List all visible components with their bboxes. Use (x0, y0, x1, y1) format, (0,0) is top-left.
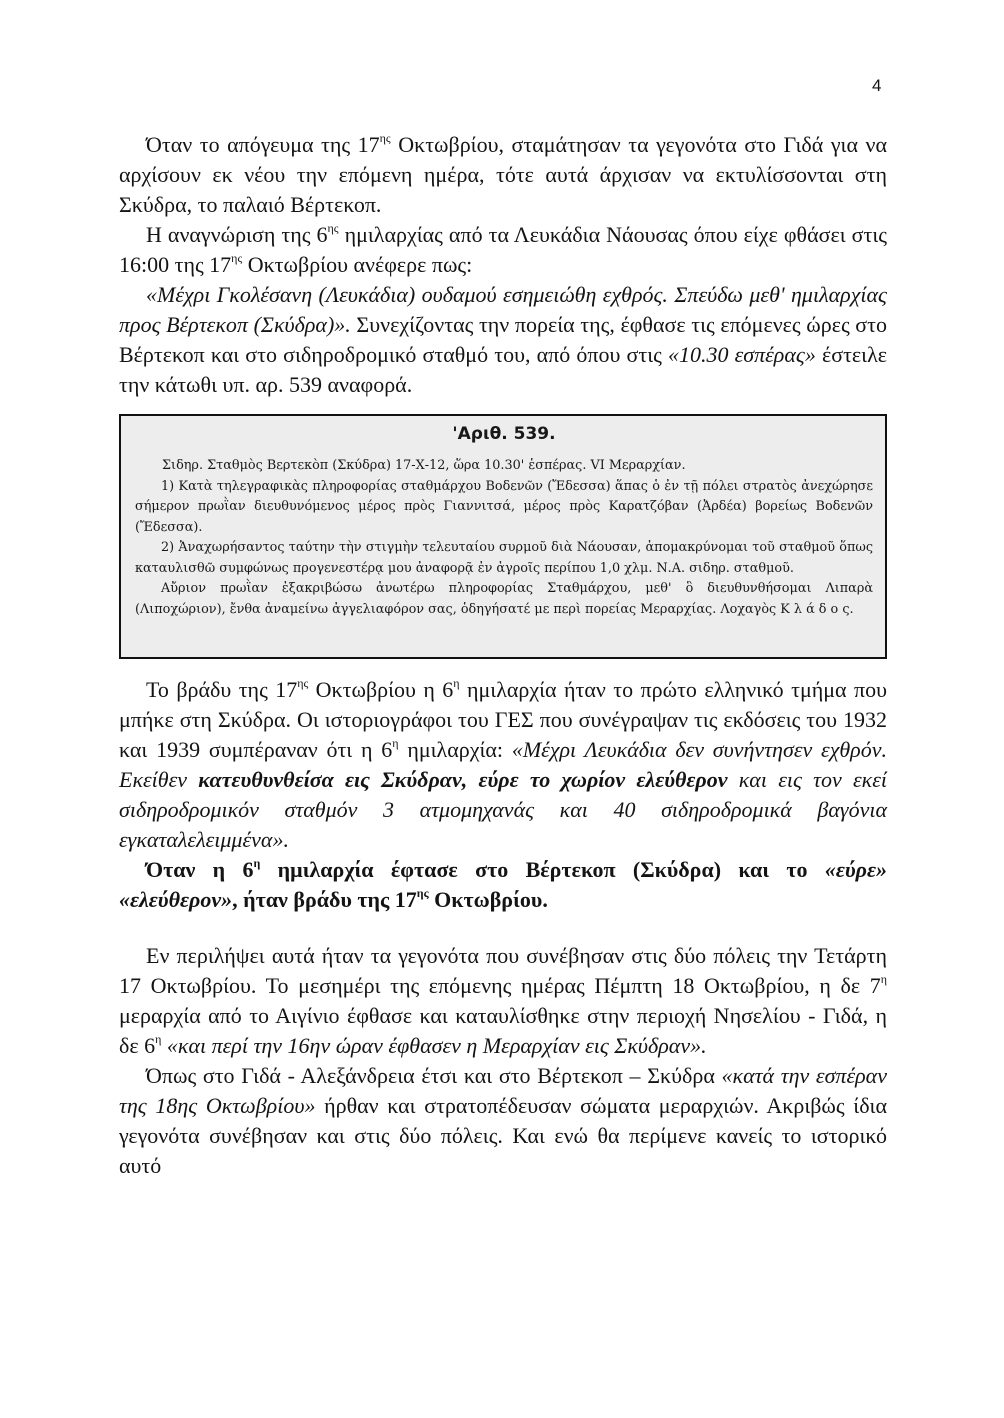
paragraph-3: «Μέχρι Γκολέσανη (Λευκάδια) ουδαμού εσημειώθη εχθρός. Σπεύδω μεθ' ημιλαρχίας προς Βέρτεκοπ (Σκύδρα)». Συνεχίζοντας την πορεία της, έφθασε τις επόμενες ώρες στο Βέρτεκοπ και στο σιδηροδρομικό σταθμό του, από όπου στις «10.30 εσπέρας» έστειλε την κάτωθι υπ. αρ. 539 αναφορά. (119, 282, 887, 397)
paragraph-2: Η αναγνώριση της $6^{\eta\varsigma}$ ημιλαρχίας από τα Λευκάδια Νάουσας όπου είχε φθάσει στις 16:00 της $17^{\eta\varsigma}$ Οκτωβρίου ανέφερε πως: (119, 221, 888, 277)
excerpt-title: 'Αριθ. 539. (452, 424, 556, 444)
excerpt-line-1: Σιδηρ. Σταθμὸς Βερτεκὸπ (Σκύδρα) 17-Χ-12, ὥρα 10.30' ἑσπέρας. VI Μεραρχίαν. (162, 458, 686, 473)
page-number: 4 (872, 76, 882, 95)
paragraph-7: Όπως στο Γιδά - Αλεξάνδρεια έτσι και στο Βέρτεκοπ – Σκύδρα «κατά την εσπέραν της 18ης Οκτωβρίου» ήρθαν και στρατοπέδευσαν σώματα μεραρχιών. Ακριβώς ίδια γεγονότα συνέβησαν και στις δύο πόλεις. Και ενώ θα περίμενε κανείς το ιστορικό αυτό (119, 1063, 888, 1178)
excerpt-paragraph-1: 1) Κατὰ τηλεγραφικὰς πληροφορίας σταθμάρχου Βοδενῶν (Ἔδεσσα) ἅπας ὁ ἐν τῇ πόλει στρατὸς ἀνεχώρησε σήμερον πρωῒαν διευθυνόμενος μέρος πρὸς Γιαννιτσά, μέρος πρὸς Καρατζόβαν (Ἀρδέα) βορείως Βοδενῶν (Ἔδεσσα). (135, 478, 873, 535)
excerpt-paragraph-2: 2) Ἀναχωρήσαντος ταύτην τὴν στιγμὴν τελευταίου συρμοῦ διὰ Νάουσαν, ἀπομακρύνομαι τοῦ σταθμοῦ ὅπως καταυλισθῶ συμφώνως προγενεστέρᾳ μου ἀναφορᾷ ἐν ἀγροῖς περίπου 1,0 χλμ. Ν.Α. σιδηρ. σταθμοῦ. (135, 540, 873, 576)
paragraph-1: Όταν το απόγευμα της $17^{\eta\varsigma}$ Οκτωβρίου, σταμάτησαν τα γεγονότα στο Γιδά για να αρχίσουν εκ νέου την επόμενη ημέρα, τότε αυτά άρχισαν να εκτυλίσσονται στη Σκύδρα, το παλαιό Βέρτεκοπ. (119, 131, 887, 217)
archival-report-excerpt (119, 414, 887, 659)
paragraph-5: Όταν η $6^\eta$ ημιλαρχία έφτασε στο Βέρτεκοπ (Σκύδρα) και το «εύρε» «ελεύθερον», ήταν βράδυ της $17^{\eta\varsigma}$ Οκτωβρίου. (119, 856, 888, 912)
paragraph-4: Το βράδυ της $17^{\eta\varsigma}$ Οκτωβρίου η $6^\eta$ ημιλαρχία ήταν το πρώτο ελληνικό τμήμα που μπήκε στη Σκύδρα. Οι ιστοριογράφοι του ΓΕΣ που συνέγραψαν τις εκδόσεις του 1932 και 1939 συμπέραναν ότι η $6^\eta$ ημιλαρχία: «Μέχρι Λευκάδια δεν συνήντησεν εχθρόν. Εκείθεν κατευθυνθείσα εις Σκύδραν, εύρε το χωρίον ελεύθερον και εις τον εκεί σιδηροδρομικόν σταθμόν 3 ατμομηχανάς και 40 σιδηροδρομικά βαγόνια εγκαταλελειμμένα». (119, 676, 888, 852)
document-body (119, 130, 887, 1181)
paragraph-gap (119, 915, 887, 941)
paragraph-6: Εν περιλήψει αυτά ήταν τα γεγονότα που συνέβησαν στις δύο πόλεις την Τετάρτη 17 Οκτωβρίου. Το μεσημέρι της επόμενης ημέρας Πέμπτη 18 Οκτωβρίου, η δε $7^\eta$ μεραρχία από το Αιγίνιο έφθασε και καταυλίσθηκε στην περιοχή Νησελίου - Γιδά, η δε $6^\eta$ «και περί την 16ην ώραν έφθασεν η Μεραρχίαν εις Σκύδραν». (119, 943, 887, 1058)
report-quote: «Μέχρι Γκολέσανη (Λευκάδια) ουδαμού εσημειώθη εχθρός. Σπεύδω μεθ' ημιλαρχίας προς Βέρτεκοπ (Σκύδρα)». (119, 282, 887, 337)
excerpt-paragraph-3: Αὔριον πρωῒαν ἐξακριβώσω ἀνωτέρω πληροφορίας Σταθμάρχου, μεθ' ὃ διευθυνθήσομαι Λιπαρὰ (Λιποχώριον), ἔνθα ἀναμείνω ἀγγελιαφόρον σας, ὁδηγήσατέ με περὶ πορείας Μεραρχίας. Λοχαγὸς Κ λ ά δ ο ς. (135, 581, 873, 617)
